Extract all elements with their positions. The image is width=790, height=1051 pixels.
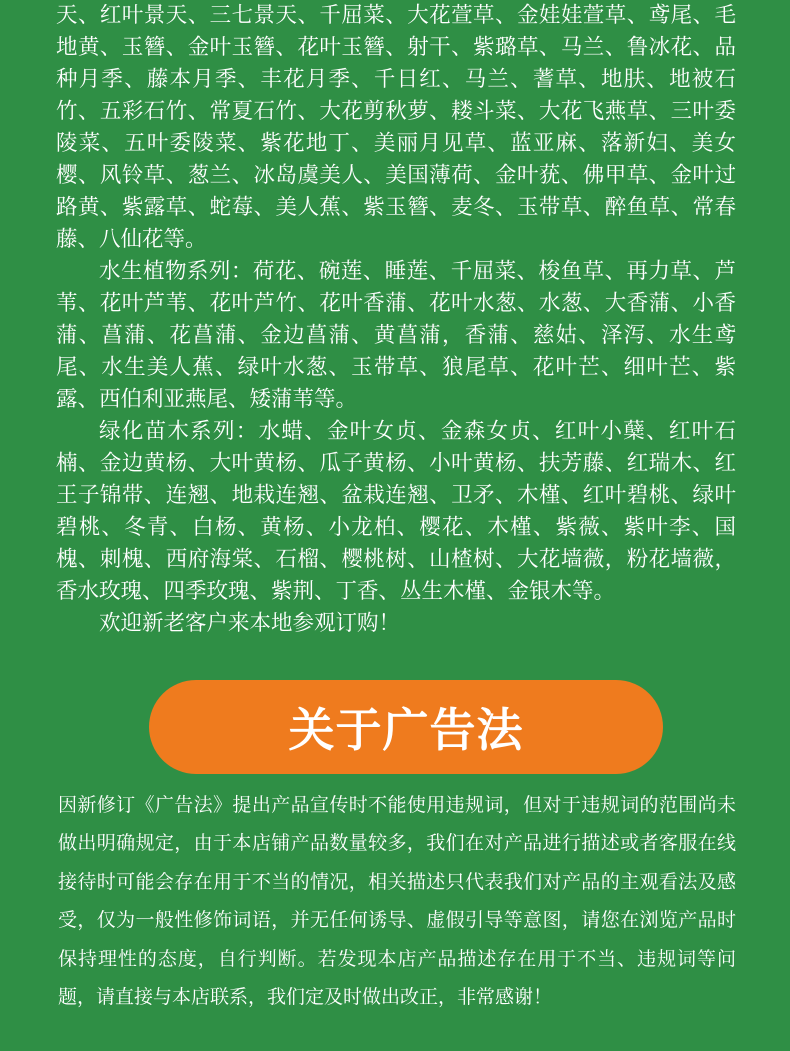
ad-law-heading-title: 关于广告法 bbox=[288, 703, 524, 757]
nursery-stock-paragraph: 绿化苗木系列：水蜡、金叶女贞、金森女贞、红叶小蘖、红叶石楠、金边黄杨、大叶黄杨、瓜子黄杨、小叶黄杨、扶芳藤、红瑞木、红王子锦带、连翘、地栽连翘、盆栽连翘、卫矛、木槿、红叶碧桃、绿叶碧桃、冬青、白杨、黄杨、小龙柏、樱花、木槿、紫薇、紫叶李、国槐、刺槐、西府海棠、石榴、樱桃树、山楂树、大花墙薇，粉花墙薇，香水玫瑰、四季玫瑰、紫荆、丁香、丛生木槿、金银木等。 bbox=[56, 419, 736, 604]
ad-law-heading-banner bbox=[149, 680, 663, 774]
plant-catalog bbox=[56, 0, 736, 640]
aquatic-plants-paragraph: 水生植物系列：荷花、碗莲、睡莲、千屈菜、梭鱼草、再力草、芦苇、花叶芦苇、花叶芦竹、花叶香蒲、花叶水葱、水葱、大香蒲、小香蒲、菖蒲、花菖蒲、金边菖蒲、黄菖蒲，香蒲、慈姑、泽泻、水生鸢尾、水生美人蕉、绿叶水葱、玉带草、狼尾草、花叶芒、细叶芒、紫露、西伯利亚燕尾、矮蒲苇等。 bbox=[56, 259, 736, 412]
welcome-message: 欢迎新老客户来本地参观订购！ bbox=[99, 611, 401, 636]
ad-law-notice-text: 因新修订《广告法》提出产品宣传时不能使用违规词，但对于违规词的范围尚未做出明确规定，由于本店铺产品数量较多，我们在对产品进行描述或者客服在线接待时可能会存在用于不当的情况，相关描述只代表我们对产品的主观看法及感受，仅为一般性修饰词语，并无任何诱导、虚假引导等意图，请您在浏览产品时保持理性的态度，自行判断。若发现本店产品描述存在用于不当、违规词等问题，请直接与本店联系，我们定及时做出改正，非常感谢！ bbox=[58, 794, 736, 1009]
perennial-list-text: 天、红叶景天、三七景天、千屈菜、大花萱草、金娃娃萱草、鸢尾、毛地黄、玉簪、金叶玉簪、花叶玉簪、射干、紫璐草、马兰、鲁冰花、品种月季、藤本月季、丰花月季、千日红、马兰、蓍草、地肤、地被石竹、五彩石竹、常夏石竹、大花剪秋萝、耧斗菜、大花飞燕草、三叶委陵菜、五叶委陵菜、紫花地丁、美丽月见草、蓝亚麻、落新妇、美女樱、风铃草、葱兰、冰岛虞美人、美国薄荷、金叶莸、佛甲草、金叶过路黄、紫露草、蛇莓、美人蕉、紫玉簪、麦冬、玉带草、醉鱼草、常春藤、八仙花等。 bbox=[56, 3, 736, 252]
